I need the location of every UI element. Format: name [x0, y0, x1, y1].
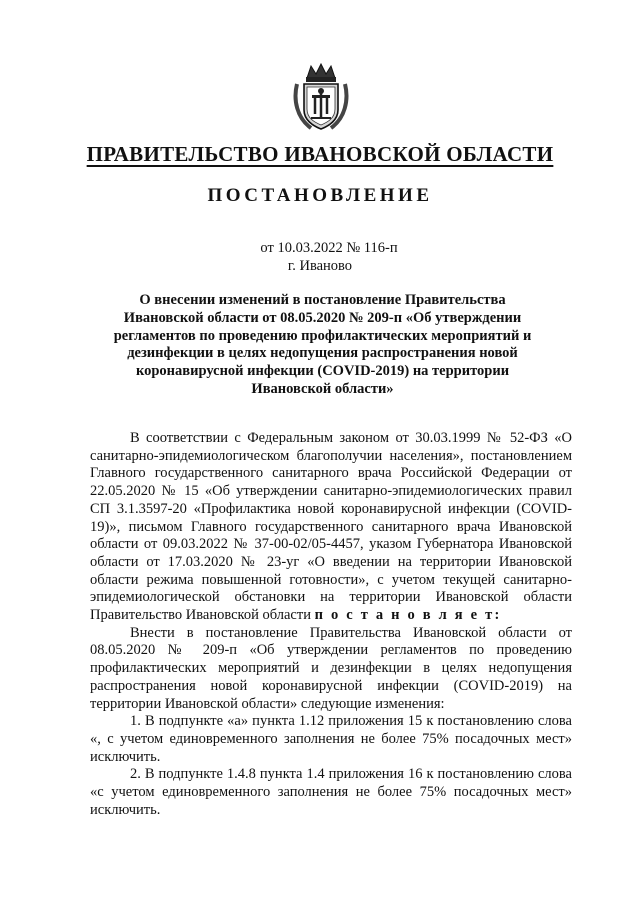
resolves-keyword: п о с т а н о в л я е т:	[314, 607, 502, 624]
amendment-item-2: 2. В подпункте 1.4.8 пункта 1.4 приложения 16 к постановлению слова «с учетом единовременного заполнения не более 75% посадочных мест» исключить.	[90, 766, 572, 818]
date-number-line: от 10.03.2022 № 116-п	[260, 240, 398, 256]
city-line: г. Иваново	[287, 258, 353, 274]
preamble-text: В соответствии с Федеральным законом от 30.03.1999 № 52-ФЗ «О санитарно-эпидемиологическом благополучии населения», постановлением Главного государственного санитарного врача Российской Федерации от 22.05.2020 № 15 «Об утверждении санитарно-эпидемиологических правил СП 3.1.3597-20 «Профилактика новой коронавирусной инфекции (COVID-19)», письмом Главного государственного санитарного врача Ивановской области от 09.03.2022 № 37-00-02/05-4457, указом Губернатора Ивановской области от 17.03.2020 № 23-уг «О введении на территории Ивановской области режима повышенной готовности», с учетом текущей санитарно-эпидемиологической обстановки на территории Ивановской области Правительство Ивановской области	[90, 430, 572, 624]
document-type-title: ПОСТАНОВЛЕНИЕ	[207, 185, 433, 206]
preamble-paragraph	[90, 430, 572, 625]
document-body	[90, 430, 572, 819]
government-title: ПРАВИТЕЛЬСТВО ИВАНОВСКОЙ ОБЛАСТИ	[86, 142, 554, 166]
coat-of-arms-icon	[293, 62, 349, 132]
document-subject: О внесении изменений в постановление Правительства Ивановской области от 08.05.2020 № 209-п «Об утверждении регламентов по проведению профилактических мероприятий и дезинфекции в целях недопущения распространения новой коронавирусной инфекции (COVID-2019) на территории Ивановской области»	[113, 292, 532, 397]
intro-paragraph: Внести в постановление Правительства Ивановской области от 08.05.2020 № 209-п «Об утверждении регламентов по проведению профилактических мероприятий и дезинфекции в целях недопущения распространения новой коронавирусной инфекции (COVID-2019) на территории Ивановской области» следующие изменения:	[90, 624, 572, 712]
amendment-item-1: 1. В подпункте «а» пункта 1.12 приложения 15 к постановлению слова «, с учетом единовременного заполнения не более 75% посадочных мест» исключить.	[90, 713, 572, 765]
